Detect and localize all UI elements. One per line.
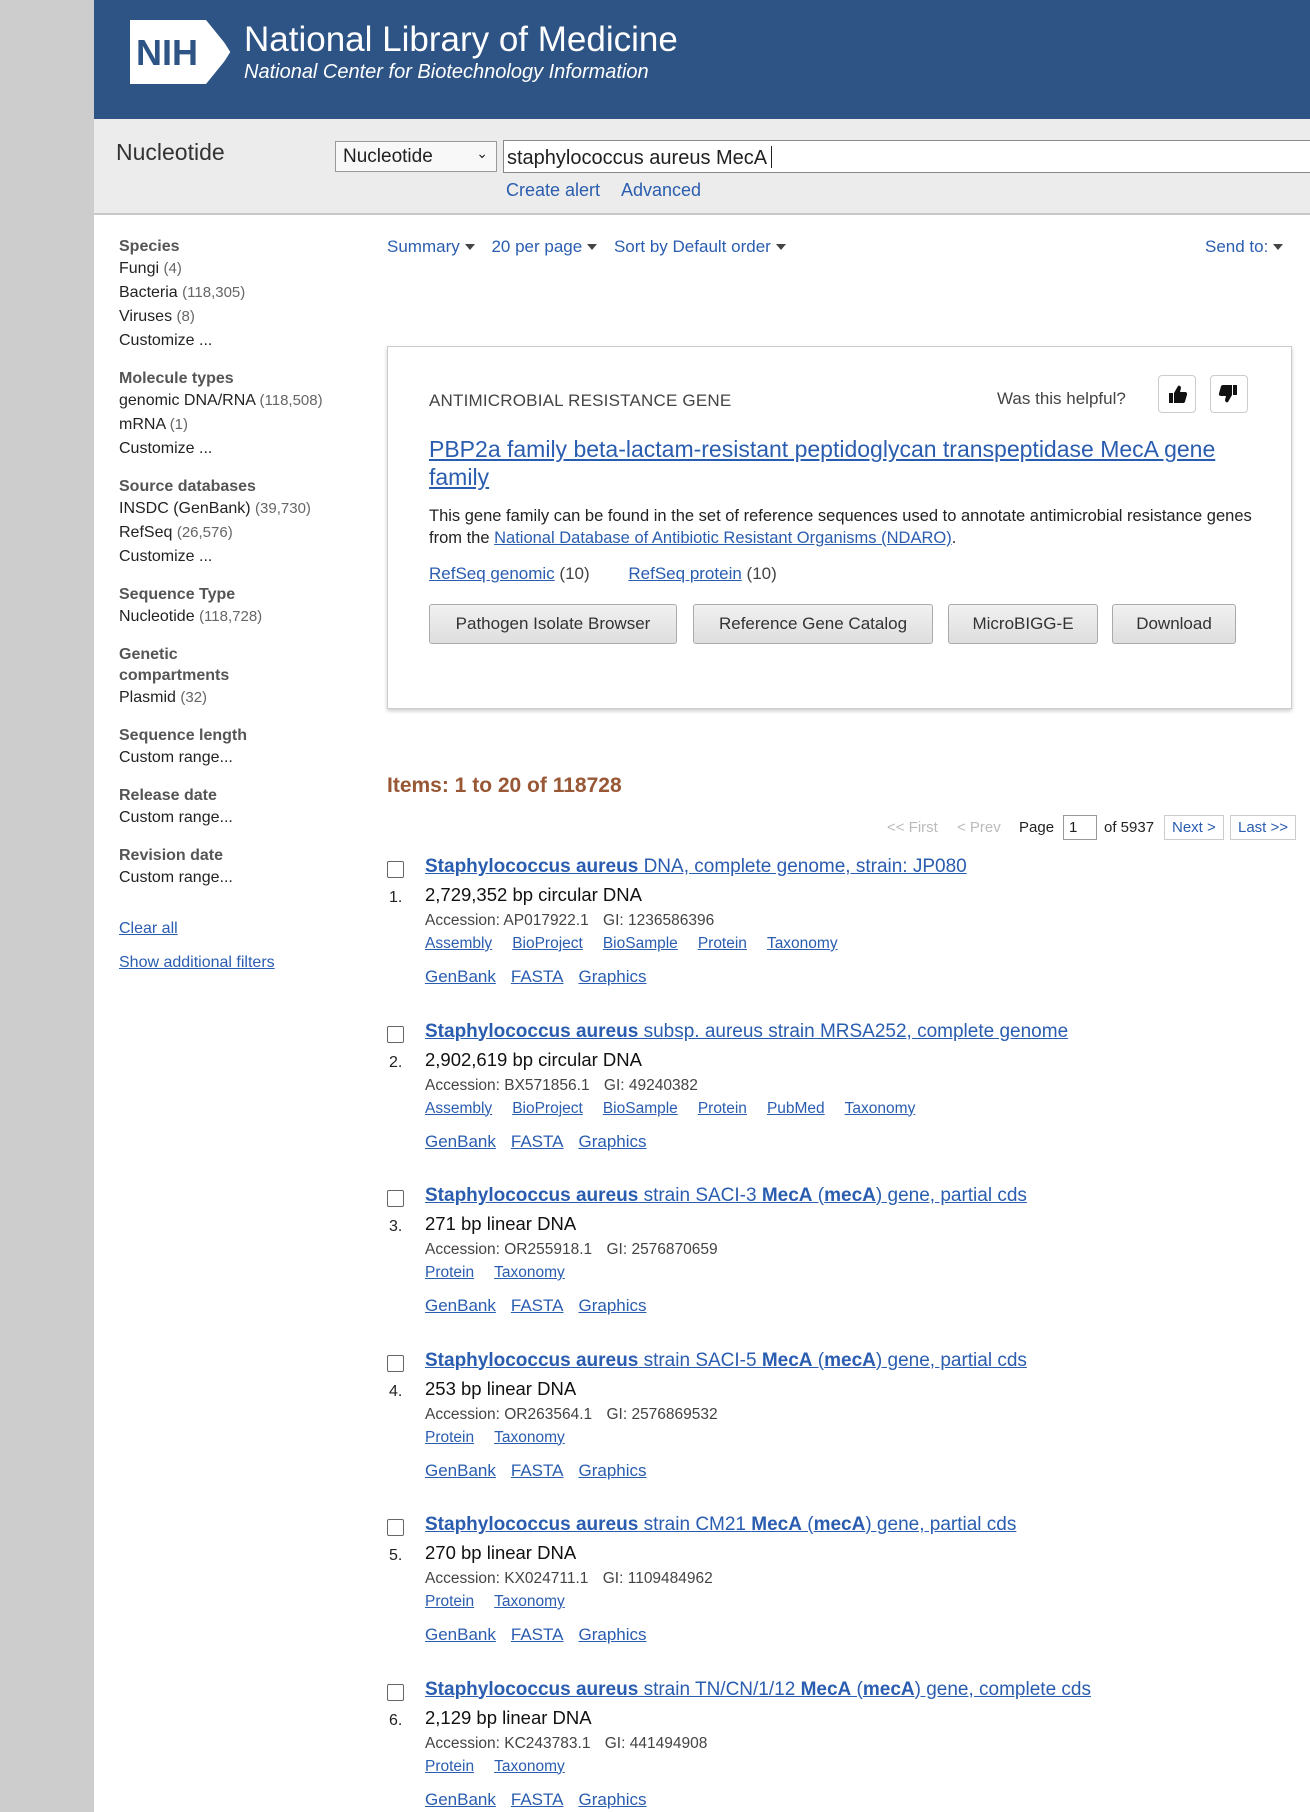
format-label: Summary (387, 237, 460, 256)
result-accession (425, 1735, 707, 1753)
page-total: of 5937 (1104, 819, 1155, 836)
search-input[interactable] (503, 140, 1310, 173)
amr-gene-family-link[interactable]: PBP2a family beta-lactam-resistant peptidoglycan transpeptidase MecA gene family (429, 436, 1216, 490)
related-links (425, 1593, 585, 1611)
chevron-down-icon: ⌄ (476, 145, 488, 161)
filter-item-count: (1) (169, 416, 189, 433)
amr-desc-text: This gene family can be found in the set of reference sequences used to annotate antimicrobial resistance genes from the (429, 507, 1252, 547)
filter-item-label: Plasmid (119, 689, 176, 706)
thumbs-up-icon (1159, 376, 1195, 412)
filter-item[interactable] (119, 257, 349, 281)
format-link-fasta[interactable]: FASTA (510, 1296, 564, 1315)
gi-text: GI: 49240382 (603, 1076, 698, 1094)
format-links (425, 1790, 662, 1810)
first-page-link: << First (887, 819, 938, 836)
filter-item[interactable] (119, 497, 349, 521)
refseq-protein-count: (10) (746, 564, 777, 583)
result-item (387, 856, 1287, 1016)
microbigg-e-button[interactable]: MicroBIGG-E (948, 604, 1098, 644)
triangle-down-icon (1273, 244, 1283, 250)
result-checkbox[interactable] (387, 1684, 404, 1701)
title-rest: DNA, complete genome, strain: JP080 (638, 856, 967, 877)
filter-group (119, 476, 349, 569)
format-links (425, 1296, 662, 1316)
amr-links (429, 564, 811, 584)
reference-gene-catalog-button[interactable]: Reference Gene Catalog (693, 604, 933, 644)
results-toolbar (387, 237, 798, 257)
title-bold-gene: MecA (761, 1349, 813, 1371)
related-link-protein[interactable]: Protein (425, 1428, 475, 1446)
helpful-question: Was this helpful? (997, 389, 1126, 408)
format-links (425, 967, 662, 987)
format-links (425, 1461, 662, 1481)
text-caret (771, 146, 772, 168)
pathogen-isolate-browser-button[interactable]: Pathogen Isolate Browser (429, 604, 677, 644)
last-page-button[interactable]: Last >> (1230, 815, 1296, 840)
format-link-fasta[interactable]: FASTA (510, 1460, 564, 1480)
send-to-dropdown[interactable] (1205, 237, 1283, 257)
title-mid: strain SACI-5 (638, 1349, 762, 1371)
title-bold-gene-symbol: mecA (824, 1349, 876, 1371)
filter-item[interactable] (119, 329, 349, 353)
title-paren: ( (812, 1349, 825, 1371)
filter-item-count: (118,728) (199, 608, 263, 625)
result-number: 5. (389, 1547, 403, 1564)
refseq-protein-link[interactable]: RefSeq protein (628, 564, 742, 583)
thumbs-up-button[interactable] (1158, 375, 1196, 413)
result-description: 2,729,352 bp circular DNA (425, 884, 642, 905)
result-accession (425, 1241, 718, 1259)
page (94, 0, 1310, 1812)
related-link-bioproject[interactable]: BioProject (512, 1099, 583, 1117)
format-link-graphics[interactable]: Graphics (578, 1625, 647, 1644)
title-end: ) gene, partial cds (875, 1185, 1027, 1206)
ndaro-link[interactable]: National Database of Antibiotic Resistant Organisms (NDARO) (494, 529, 952, 547)
result-title-link[interactable] (425, 1350, 1027, 1372)
result-description: 2,902,619 bp circular DNA (425, 1048, 642, 1070)
items-count: Items: 1 to 20 of 118728 (387, 774, 622, 797)
title-bold-gene-symbol: mecA (862, 1678, 915, 1700)
result-item (387, 1185, 1287, 1345)
filter-item-label: Fungi (119, 260, 160, 277)
result-checkbox[interactable] (387, 1355, 404, 1372)
triangle-down-icon (465, 244, 475, 250)
filter-heading: Species (119, 238, 180, 255)
filter-item[interactable] (119, 605, 349, 629)
filter-heading: Source databases (119, 478, 256, 495)
filter-item-label: Customize ... (119, 332, 213, 349)
filter-item-label: Viruses (119, 308, 173, 325)
result-checkbox[interactable] (387, 1190, 404, 1207)
result-accession (425, 1570, 713, 1588)
accession-text: Accession: BX571856.1 (425, 1076, 590, 1094)
filter-heading: Revision date (119, 847, 224, 864)
related-link-protein[interactable]: Protein (425, 1593, 475, 1610)
search-bar (94, 119, 1310, 215)
title-bold: Staphylococcus aureus (425, 1349, 639, 1371)
send-to-label: Send to: (1205, 237, 1269, 256)
format-link-fasta[interactable]: FASTA (510, 1625, 564, 1644)
filter-item[interactable] (119, 686, 349, 710)
filter-group (119, 725, 349, 770)
amr-kicker: ANTIMICROBIAL RESISTANCE GENE (429, 391, 732, 410)
result-number: 3. (389, 1218, 403, 1235)
filter-heading: Molecule types (119, 370, 234, 387)
result-checkbox[interactable] (387, 1026, 404, 1043)
pager (94, 815, 1298, 841)
related-link-biosample[interactable]: BioSample (602, 935, 678, 952)
filter-item-count: (32) (180, 689, 208, 706)
related-link-pubmed[interactable]: PubMed (766, 1099, 825, 1117)
filter-item-count: (118,508) (259, 392, 323, 409)
title-bold-gene: MecA (751, 1514, 802, 1535)
result-item (387, 1679, 1287, 1812)
result-description: 253 bp linear DNA (425, 1377, 577, 1399)
accession-text: Accession: AP017922.1 (425, 912, 589, 929)
amr-desc-end: . (951, 529, 957, 547)
result-number: 6. (389, 1711, 403, 1729)
title-bold: Staphylococcus aureus (425, 856, 639, 877)
filter-item-label: Custom range... (119, 749, 233, 766)
filter-item-label: genomic DNA/RNA (119, 392, 256, 409)
related-link-taxonomy[interactable]: Taxonomy (494, 1757, 565, 1775)
related-links (425, 1429, 585, 1447)
filter-heading: Sequence length (119, 727, 248, 744)
nlm-title[interactable]: National Library of Medicine (244, 20, 678, 59)
thumbs-down-icon (1211, 376, 1247, 412)
filter-item-label: Nucleotide (119, 608, 195, 625)
result-description: 271 bp linear DNA (425, 1213, 577, 1234)
result-title-link[interactable] (425, 1679, 1091, 1701)
next-page-button[interactable]: Next > (1164, 815, 1224, 840)
filter-group (119, 584, 349, 629)
related-link-assembly[interactable]: Assembly (425, 935, 493, 952)
filter-group (119, 236, 349, 353)
filter-item-count: (39,730) (255, 500, 311, 517)
filter-item-label: mRNA (119, 416, 166, 433)
format-link-genbank[interactable]: GenBank (425, 1625, 496, 1644)
related-link-bioproject[interactable]: BioProject (512, 935, 583, 952)
format-dropdown[interactable] (387, 237, 475, 256)
nih-logo-text: NIH (136, 32, 198, 73)
result-item (387, 1350, 1287, 1510)
title-paren: ( (801, 1514, 814, 1535)
amr-description (429, 505, 1259, 549)
related-links (425, 935, 858, 953)
title-bold-gene: MecA (761, 1185, 813, 1206)
title-bold: Staphylococcus aureus (425, 1185, 639, 1206)
gi-text: GI: 2576869532 (606, 1405, 718, 1423)
filter-item-label: INSDC (GenBank) (119, 500, 251, 517)
result-title-link[interactable] (425, 1185, 1027, 1207)
result-checkbox[interactable] (387, 1519, 404, 1536)
format-link-graphics[interactable]: Graphics (578, 1296, 647, 1315)
filter-heading: Sequence Type (119, 586, 236, 603)
format-link-fasta[interactable]: FASTA (510, 967, 564, 986)
result-item (387, 1514, 1287, 1674)
result-item (387, 1021, 1287, 1181)
related-links (425, 1758, 585, 1776)
title-bold-gene: MecA (800, 1678, 852, 1700)
page-number-input[interactable]: 1 (1063, 815, 1097, 840)
filter-heading: Release date (119, 787, 217, 804)
format-link-graphics[interactable]: Graphics (578, 1131, 647, 1151)
format-links (425, 1625, 662, 1645)
filter-group (119, 845, 349, 890)
result-number: 2. (389, 1053, 403, 1071)
related-link-protein[interactable]: Protein (697, 1099, 747, 1117)
format-link-graphics[interactable]: Graphics (578, 1460, 647, 1480)
result-description: 2,129 bp linear DNA (425, 1706, 592, 1728)
related-links (425, 1100, 935, 1118)
related-link-taxonomy[interactable]: Taxonomy (766, 935, 838, 952)
filter-item[interactable] (119, 413, 349, 437)
related-links (425, 1264, 585, 1282)
accession-text: Accession: KX024711.1 (425, 1570, 589, 1587)
format-link-genbank[interactable]: GenBank (425, 1296, 496, 1315)
filter-item-count: (118,305) (182, 284, 246, 301)
amr-gene-box (387, 346, 1292, 709)
result-title-link[interactable] (425, 1514, 1016, 1536)
title-mid: strain CM21 (638, 1514, 752, 1535)
result-accession (425, 912, 714, 930)
thumbs-down-button[interactable] (1210, 375, 1248, 413)
related-link-taxonomy[interactable]: Taxonomy (494, 1593, 565, 1610)
refseq-genomic-count: (10) (559, 564, 590, 583)
format-link-genbank[interactable]: GenBank (425, 967, 496, 986)
per-page-label: 20 per page (491, 237, 583, 256)
filter-item[interactable] (119, 866, 349, 890)
filter-item-label: RefSeq (119, 524, 173, 541)
format-link-genbank[interactable]: GenBank (425, 1789, 496, 1809)
format-link-graphics[interactable]: Graphics (578, 1789, 647, 1809)
triangle-down-icon (587, 244, 597, 250)
result-title-link[interactable] (425, 856, 967, 878)
format-link-genbank[interactable]: GenBank (425, 1131, 496, 1151)
download-button[interactable]: Download (1112, 604, 1236, 644)
filter-heading: Genetic compartments (119, 646, 230, 684)
sort-label: Sort by Default order (613, 237, 771, 256)
result-description: 270 bp linear DNA (425, 1542, 577, 1563)
filter-item-count: (8) (176, 308, 195, 325)
format-links (425, 1132, 662, 1152)
filter-item[interactable] (119, 389, 349, 413)
accession-text: Accession: OR263564.1 (425, 1405, 593, 1423)
result-accession (425, 1077, 698, 1095)
title-end: ) gene, partial cds (865, 1514, 1017, 1535)
title-end: ) gene, complete cds (914, 1678, 1091, 1700)
title-end: ) gene, partial cds (875, 1349, 1027, 1371)
per-page-dropdown[interactable] (491, 237, 597, 256)
sort-dropdown[interactable] (614, 237, 786, 256)
database-label: Nucleotide (116, 139, 225, 165)
format-link-fasta[interactable]: FASTA (510, 1789, 564, 1809)
title-mid: strain TN/CN/1/12 (638, 1678, 801, 1700)
filter-item[interactable] (119, 545, 349, 569)
filter-item-label: Custom range... (119, 869, 233, 886)
create-alert-link[interactable]: Create alert (506, 180, 601, 200)
advanced-search-link[interactable]: Advanced (621, 180, 702, 200)
title-bold-gene-symbol: mecA (824, 1185, 876, 1206)
filter-group (119, 368, 349, 461)
ncbi-subtitle: National Center for Biotechnology Information (244, 61, 649, 83)
title-paren: ( (812, 1185, 825, 1206)
page-label: Page (1019, 819, 1055, 836)
title-mid: strain SACI-3 (638, 1185, 762, 1206)
nlm-header (94, 0, 1310, 119)
title-rest: subsp. aureus strain MRSA252, complete genome (638, 1020, 1069, 1042)
refseq-genomic-link[interactable]: RefSeq genomic (429, 564, 555, 583)
filter-group (119, 644, 349, 710)
title-bold: Staphylococcus aureus (425, 1678, 639, 1700)
gi-text: GI: 1236586396 (603, 912, 715, 929)
filter-sidebar (119, 236, 349, 972)
format-link-genbank[interactable]: GenBank (425, 1460, 496, 1480)
filter-item-label: Customize ... (119, 548, 213, 565)
triangle-down-icon (776, 244, 786, 250)
filter-item[interactable] (119, 746, 349, 770)
search-query: staphylococcus aureus MecA (507, 147, 768, 169)
related-link-protein[interactable]: Protein (425, 1264, 475, 1281)
related-link-taxonomy[interactable]: Taxonomy (494, 1428, 565, 1446)
filter-item-count: (26,576) (176, 524, 233, 541)
title-paren: ( (851, 1678, 863, 1700)
related-link-protein[interactable]: Protein (425, 1757, 475, 1775)
format-link-fasta[interactable]: FASTA (510, 1131, 564, 1151)
database-select-value: Nucleotide (343, 146, 433, 167)
title-bold: Staphylococcus aureus (425, 1514, 639, 1535)
accession-text: Accession: KC243783.1 (425, 1734, 591, 1752)
related-link-taxonomy[interactable]: Taxonomy (844, 1099, 916, 1117)
result-title-link[interactable] (425, 1021, 1068, 1043)
filter-item[interactable] (119, 521, 349, 545)
result-accession (425, 1406, 718, 1424)
result-checkbox[interactable] (387, 861, 404, 878)
filter-item-label: Custom range... (119, 809, 233, 826)
result-number: 1. (389, 889, 403, 906)
filter-item-label: Customize ... (119, 440, 213, 457)
gi-text: GI: 1109484962 (602, 1570, 713, 1587)
related-link-biosample[interactable]: BioSample (602, 1099, 678, 1117)
related-link-taxonomy[interactable]: Taxonomy (494, 1264, 565, 1281)
filter-item[interactable] (119, 305, 349, 329)
clear-all-link[interactable]: Clear all (119, 920, 178, 937)
related-link-assembly[interactable]: Assembly (425, 1099, 493, 1117)
result-number: 4. (389, 1382, 403, 1400)
nih-logo[interactable] (128, 18, 234, 86)
filter-item-count: (4) (163, 260, 182, 277)
gi-text: GI: 2576870659 (606, 1241, 718, 1258)
prev-page-link: < Prev (957, 819, 1001, 836)
filter-item[interactable] (119, 437, 349, 461)
related-link-protein[interactable]: Protein (697, 935, 747, 952)
accession-text: Accession: OR255918.1 (425, 1241, 593, 1258)
format-link-graphics[interactable]: Graphics (578, 967, 647, 986)
title-bold: Staphylococcus aureus (425, 1020, 639, 1042)
title-bold-gene-symbol: mecA (813, 1514, 866, 1535)
gi-text: GI: 441494908 (604, 1734, 708, 1752)
show-additional-filters-link[interactable]: Show additional filters (119, 954, 275, 971)
filter-item-label: Bacteria (119, 284, 178, 301)
database-select[interactable] (335, 141, 497, 172)
filter-item[interactable] (119, 281, 349, 305)
